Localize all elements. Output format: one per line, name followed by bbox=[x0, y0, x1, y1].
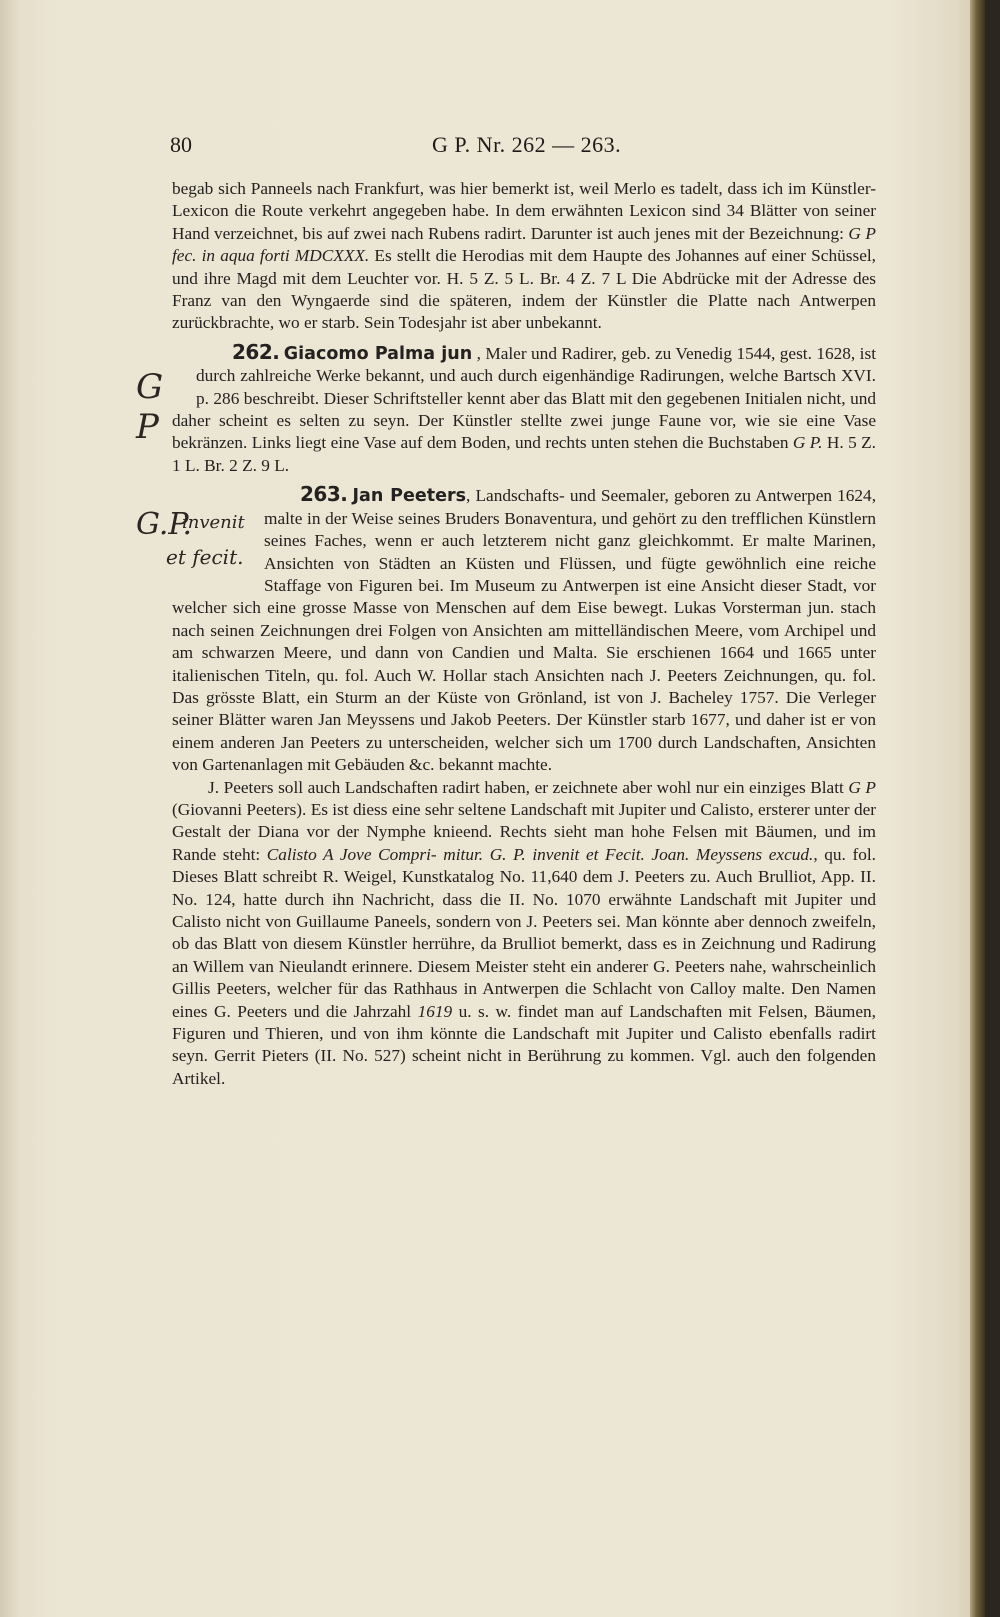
intro-paragraph: begab sich Panneels nach Frankfurt, was hier bemerkt ist, weil Merlo es tadelt, dass ich im Künstler-Lexicon die Route verkehrt angegeben habe. In dem erwähnten Lexicon sind 34 Blätter von seiner Hand verzeichnet, bis auf zwei nach Rubens radirt. Darunter ist auch jenes mit der Bezeichnung: G P fec. in aqua forti MDCXXX. Es stellt die Herodias mit dem Haupte des Johannes auf einer Schüssel, und ihre Magd mit dem Leuchter vor. H. 5 Z. 5 L. Br. 4 Z. 7 L Die Abdrücke mit der Adresse des Franz van den Wyngaerde sind die späteren, indem der Künstler die Platte nach Antwerpen zurückbrachte, wo er starb. Sein Todesjahr ist aber unbekannt. bbox=[172, 179, 876, 333]
entry-262: 262. Giacomo Palma jun G P , Maler und Radirer, geb. zu Venedig 1544, gest. 1628, ist durch zahlreiche Werke bekannt, und auch durch eigenhändige Radirungen, welche Bartsch XVI. p. 286 beschreibt. Dieser Schriftsteller kennt aber das Blatt mit den gegebenen Initialen nicht, und daher scheint es selten zu seyn. Der Künstler stellte zwei junge Faune vor, wie sie eine Vase bekränzen. Links liegt eine Vase auf dem Boden, und rechts unten stehen die Buchstaben G P. H. 5 Z. 1 L. Br. 2 Z. 9 L. bbox=[136, 339, 877, 475]
entry-number: 263. bbox=[300, 482, 348, 507]
entry-263: 263. Jan Peeters G.P. invenit et fecit. , Landschafts- und Seemaler, geboren zu Antwerpen 1624, malte in der Weise seines Bruders Bonaventura, und gehört zu den trefflichen Künstlern seines Faches, wenn er auch letzterem nicht ganz gleichkommt. Er malte Marinen, Ansichten von Städten an Küsten und Flüssen, und fügte gewöhnlich eine reiche Staffage von Figuren bei. Im Museum zu Antwerpen ist eine Ansicht dieser Stadt, vor welcher sich eine grosse Masse von Menschen auf dem Eise bewegt. Lukas Vorsterman jun. stach nach seinen Zeichnungen drei Folgen von Ansichten am mittelländischen Meere, vom Archipel und am schwarzen Meere, und dann von Candien und Malta. Sie erschienen 1664 und 1665 unter italienischen Titeln, qu. fol. Auch W. Hollar stach Ansichten nach J. Peeters Zeichnungen, qu. fol. Das grösste Blatt, ein Sturm an der Küste von Grönland, ist von J. Bacheley 1757. Die Verleger seiner Blätter waren Jan Meyssens und Jakob Peeters. Der Künstler starb 1677, und daher ist er von einem anderen Jan Peeters zu unterscheiden, welcher sich um 1700 durch Landschaften, Ansichten von Gartenanlagen mit Gebäuden &c. bekannt machte. bbox=[136, 482, 877, 775]
artist-name: Giacomo Palma jun bbox=[283, 343, 473, 364]
inscription: Calisto A Jove Compri- mitur. G. P. invenit et Fecit. Joan. Meyssens excud. bbox=[266, 844, 814, 864]
page-header bbox=[170, 132, 870, 160]
body-text bbox=[136, 178, 877, 1090]
artist-name: Jan Peeters bbox=[352, 486, 467, 507]
monogram-gp-invenit: G.P. invenit et fecit. bbox=[136, 507, 245, 570]
running-head: G P. Nr. 262 — 263. bbox=[432, 132, 622, 157]
entry-number: 262. bbox=[232, 339, 280, 364]
monogram-gp: G P bbox=[136, 366, 164, 447]
inscription: G P fec. in aqua forti MDCXXX. bbox=[172, 223, 876, 266]
paragraph-peeters: J. Peeters soll auch Landschaften radirt haben, er zeichnete aber wohl nur ein einziges Blatt G P (Giovanni Peeters). Es ist diess eine sehr seltene Landschaft mit Jupiter und Calisto, ersterer unter der Gestalt der Diana vor der Nymphe knieend. Rechts sieht man hohe Felsen mit Bäumen, und im Rande steht: Calisto A Jove Compri- mitur. G. P. invenit et Fecit. Joan. Meyssens excud., qu. fol. Dieses Blatt schreibt R. Weigel, Kunstkatalog No. 11,640 dem J. Peeters zu. Auch Brulliot, App. II. No. 124, hatte durch ihn Nachricht, dass die II. No. 1070 erwähnte Landschaft mit Jupiter und Calisto nicht von Guillaume Paneels, sondern von J. Peeters sei. Man könnte aber dennoch zweifeln, ob das Blatt von diesem Künstler herrühre, da Brulliot bemerkt, dass es in Zeichnung und Radirung an Willem van Nieulandt erinnere. Diesem Meister steht ein anderer G. Peeters nahe, wahrscheinlich Gillis Peeters, welcher für das Rathhaus in Antwerpen die Schlacht von Calloy malte. Den Namen eines G. Peeters und die Jahrzahl 1619 u. s. w. findet man auf Landschaften mit Felsen, Bäumen, Figuren und Thieren, und von ihm könnte die Landschaft mit Jupiter und Calisto ebenfalls radirt seyn. Gerrit Pieters (II. No. 527) scheint nicht in Berührung zu kommen. Vgl. auch den folgenden Artikel. bbox=[172, 777, 877, 1088]
page-number: 80 bbox=[170, 132, 192, 157]
page-edge bbox=[970, 0, 985, 1617]
letters: G P. bbox=[792, 433, 823, 453]
